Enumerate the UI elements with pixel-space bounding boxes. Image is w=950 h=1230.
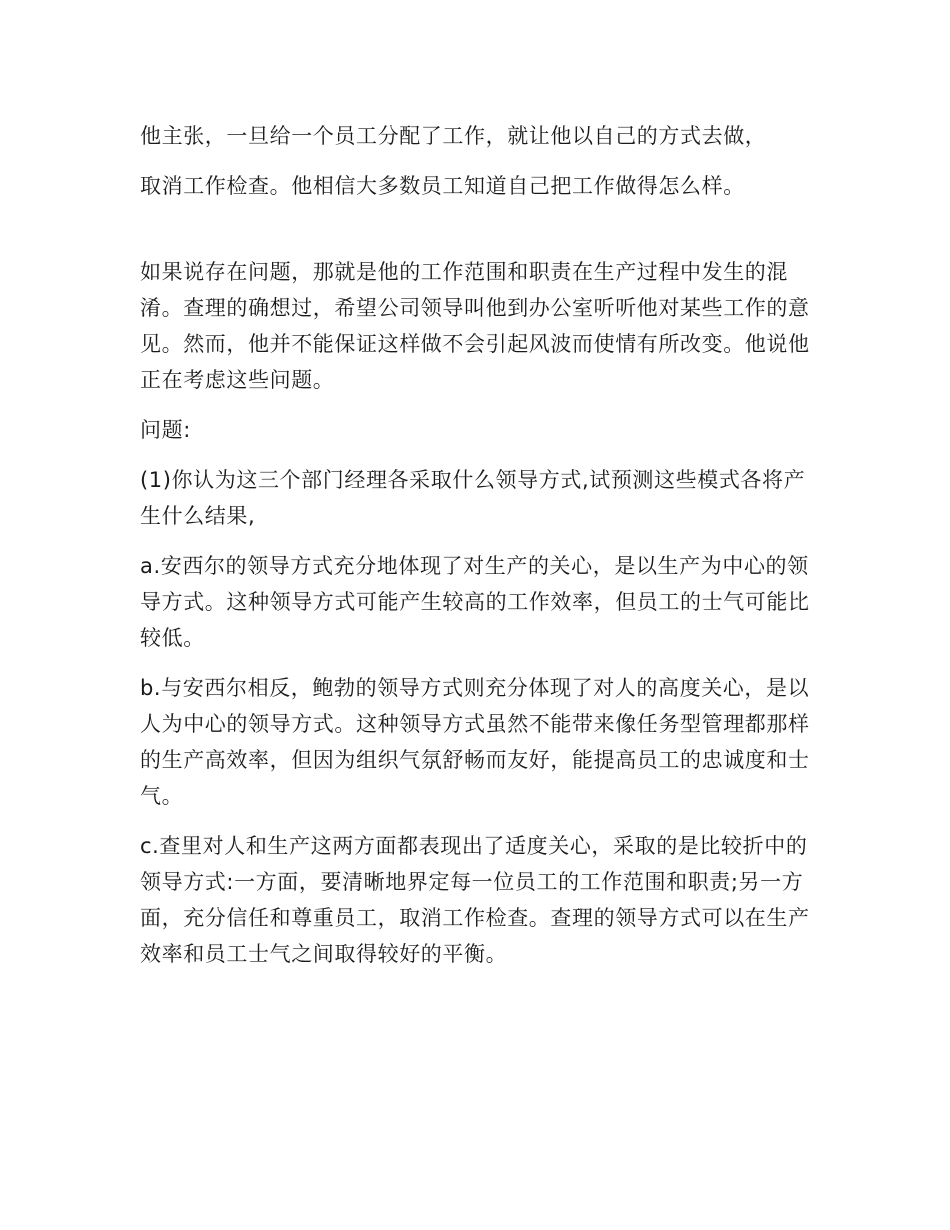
answer-a: a.安西尔的领导方式充分地体现了对生产的关心，是以生产为中心的领导方式。这种领导方式可能产生较高的工作效率，但员工的士气可能比较低。 (140, 554, 810, 650)
paragraph-assignment: 他主张，一旦给一个员工分配了工作，就让他以自己的方式去做， (140, 124, 767, 148)
answer-c: c.查里对人和生产这两方面都表现出了适度关心，采取的是比较折中的领导方式:一方面，要清晰地界定每一位员工的工作范围和职责;另一方面，充分信任和尊重员工，取消工作检查。查理的领导方式可以在生产效率和员工士气之间取得较好的平衡。 (140, 834, 810, 966)
document-page (140, 118, 820, 986)
question-1: (1)你认为这三个部门经理各采取什么领导方式,试预测这些模式各将产生什么结果, (140, 468, 806, 528)
questions-heading: 问题: (140, 418, 191, 442)
answer-b: b.与安西尔相反，鲍勃的领导方式则充分体现了对人的高度关心，是以人为中心的领导方式。这种领导方式虽然不能带来像任务型管理都那样的生产高效率，但因为组织气氛舒畅而友好，能提高员工的忠诚度和士气。 (140, 676, 810, 808)
paragraph-problem: 如果说存在问题，那就是他的工作范围和职责在生产过程中发生的混淆。查理的确想过，希望公司领导叫他到办公室听听他对某些工作的意见。然而，他并不能保证这样做不会引起风波而使情有所改变。他说他正在考虑这些问题。 (140, 260, 810, 392)
paragraph-cancel-check: 取消工作检查。他相信大多数员工知道自己把工作做得怎么样。 (140, 174, 745, 198)
